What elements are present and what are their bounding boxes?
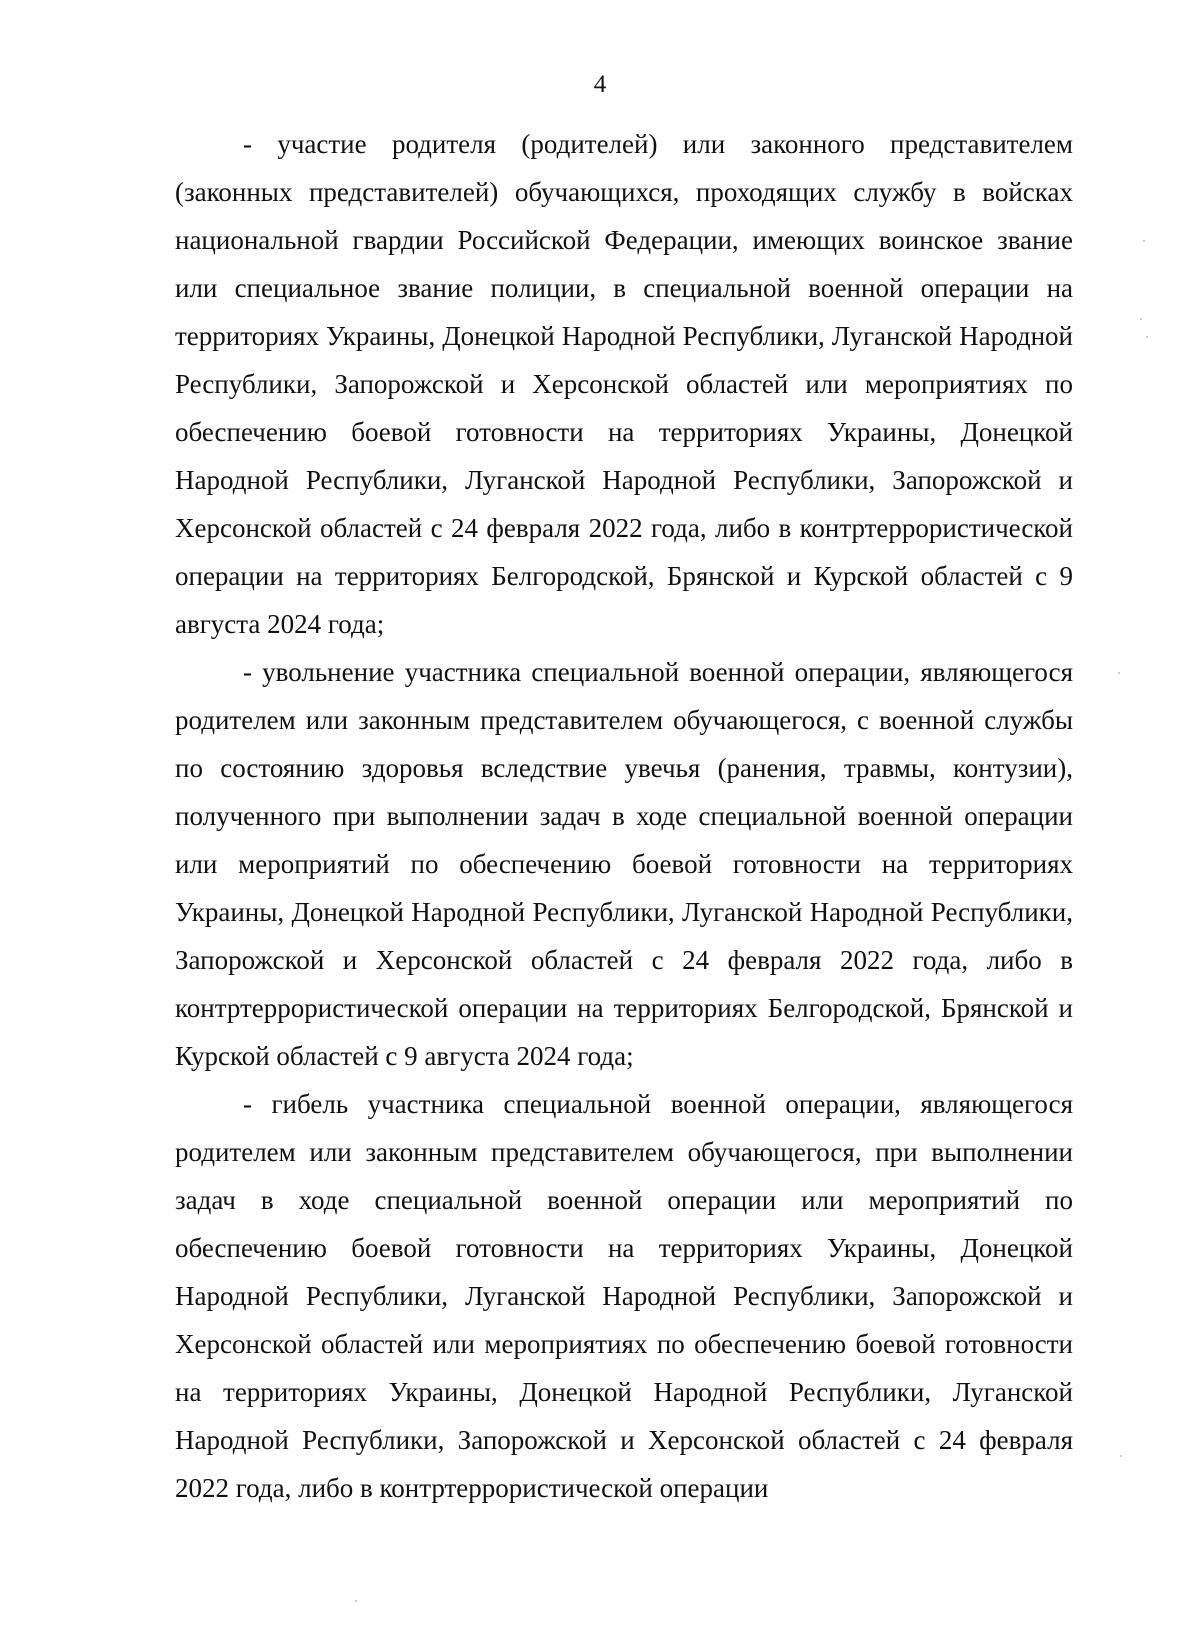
paragraph-discharge: - увольнение участника специальной военной операции, являющегося родителем или законным представителем обучающегося, с военной службы по состоянию здоровья вследствие увечья (ранения, травмы, контузии), полученного при выполнении задач в ходе специальной военной операции или мероприятий по обеспечению боевой готовности на территориях Украины, Донецкой Народной Республики, Луганской Народной Республики, Запорожской и Херсонской областей с 24 февраля 2022 года, либо в контртеррористической операции на территориях Белгородской, Брянской и Курской областей с 9 августа 2024 года; bbox=[175, 657, 1073, 1071]
paragraph-participation: - участие родителя (родителей) или законного представителем (законных представителей) обучающихся, проходящих службу в войсках национальной гвардии Российской Федерации, имеющих воинское звание или специальное звание полиции, в специальной военной операции на территориях Украины, Донецкой Народной Республики, Луганской Народной Республики, Запорожской и Херсонской областей или мероприятиях по обеспечению боевой готовности на территориях Украины, Донецкой Народной Республики, Луганской Народной Республики, Запорожской и Херсонской областей с 24 февраля 2022 года, либо в контртеррористической операции на территориях Белгородской, Брянской и Курской областей с 9 августа 2024 года; bbox=[175, 129, 1073, 639]
page-number: 4 bbox=[593, 71, 607, 98]
scan-speck bbox=[1118, 672, 1120, 674]
scan-speck bbox=[355, 1600, 357, 1602]
scan-speck bbox=[1146, 336, 1148, 338]
document-body bbox=[175, 120, 1073, 1512]
scan-speck bbox=[1143, 240, 1145, 242]
scan-speck bbox=[1140, 318, 1142, 320]
paragraph-death: - гибель участника специальной военной операции, являющегося родителем или законным представителем обучающегося, при выполнении задач в ходе специальной военной операции или мероприятий по обеспечению боевой готовности на территориях Украины, Донецкой Народной Республики, Луганской Народной Республики, Запорожской и Херсонской областей или мероприятиях по обеспечению боевой готовности на территориях Украины, Донецкой Народной Республики, Луганской Народной Республики, Запорожской и Херсонской областей с 24 февраля 2022 года, либо в контртеррористической операции bbox=[175, 1089, 1073, 1503]
scan-speck bbox=[1120, 1455, 1122, 1457]
